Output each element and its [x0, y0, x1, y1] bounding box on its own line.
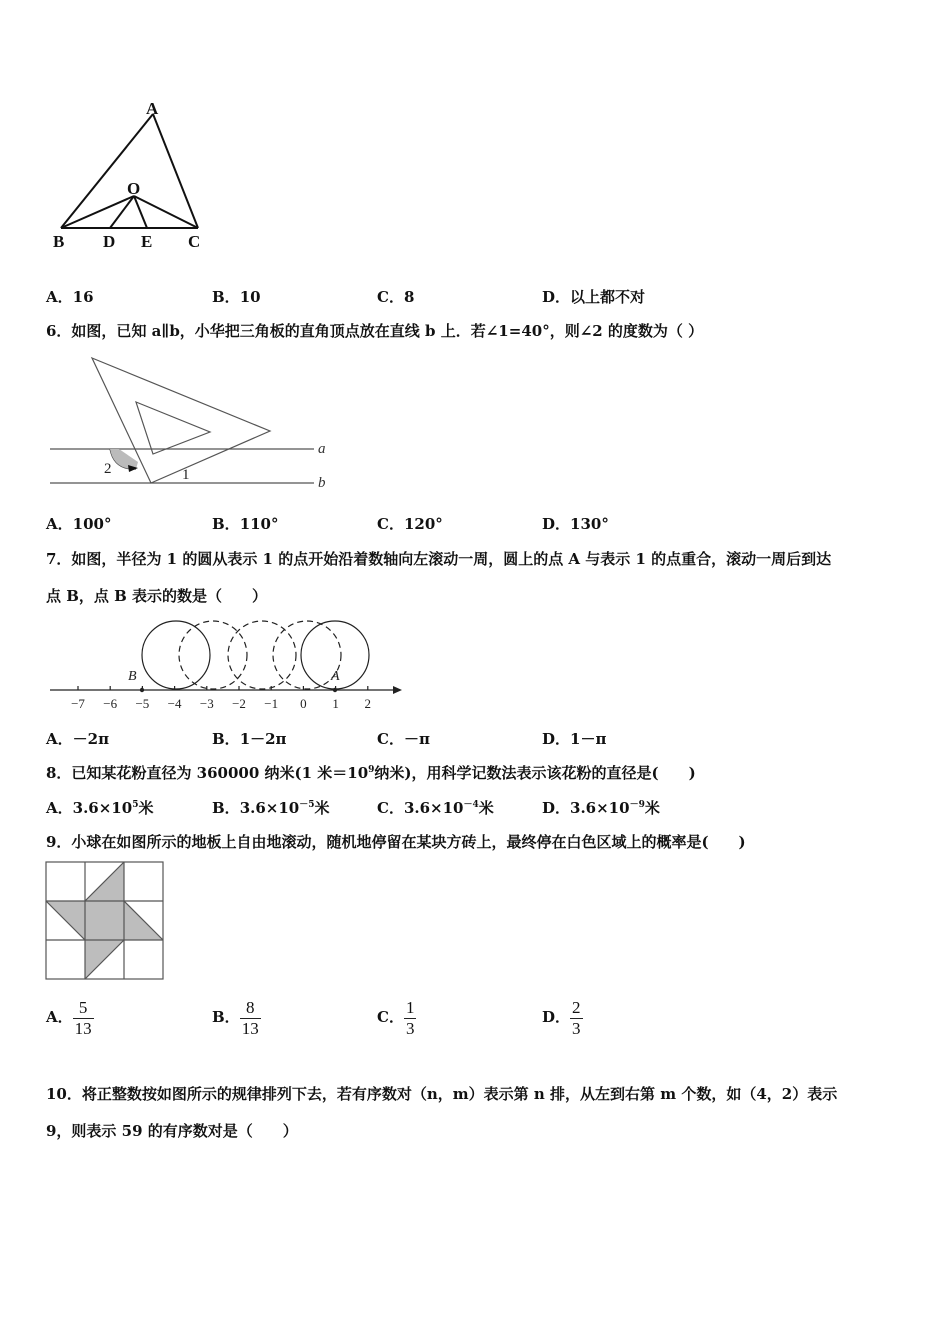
q7-label-b: B [128, 669, 137, 684]
q7-tick-label: −7 [71, 696, 85, 711]
q7-number-line-figure [46, 614, 406, 716]
q9-fraction-c: $\frac{1}{3}$ [405, 998, 415, 1038]
q5-label-c: C [188, 232, 201, 251]
q7-tick-label: −2 [232, 696, 246, 711]
q9-stem: 9．小球在如图所示的地板上自由地滚动，随机地停留在某块方砖上，最终停在白色区域上的概率是( ) [46, 833, 746, 851]
q9-option-a: A． $\frac{5}{13}$ [46, 998, 92, 1038]
q6-label-line-b: b [318, 475, 326, 490]
q6-set-square-figure [46, 352, 346, 490]
q6-label-line-a: a [318, 441, 326, 457]
q7-option-c: C．－π [377, 730, 430, 748]
q6-option-a: A．100° [46, 515, 112, 533]
q7-stem-line2: 点 B，点 B 表示的数是（ ） [46, 587, 268, 605]
q5-label-d: D [103, 232, 116, 251]
q9-option-d: D． $\frac{2}{3}$ [542, 998, 581, 1038]
q7-tick-label: −4 [167, 696, 182, 711]
q9-fraction-b: $\frac{8}{13}$ [241, 998, 259, 1038]
q8-stem: 8．已知某花粉直径为 360000 纳米(1 米$=10^9$纳米)，用科学记数法表示该花粉的直径是( ) [46, 764, 696, 782]
q7-option-d: D．1－π [542, 730, 607, 748]
q7-tick-label: −5 [135, 696, 150, 711]
q7-tick-label: −6 [103, 696, 118, 711]
q6-option-c: C．120° [377, 515, 443, 533]
q8-option-b: B．$3.6\times 10^{-5}$米 [212, 799, 330, 817]
q5-label-o: O [127, 179, 141, 198]
q5-option-b: B．10 [212, 288, 261, 306]
q8-option-a: A．$3.6\times 10^5$米 [46, 799, 154, 817]
q6-label-angle-1: 1 [182, 467, 190, 483]
q7-tick-label: −1 [264, 696, 279, 711]
q6-label-angle-2: 2 [104, 461, 112, 477]
q7-option-a: A．－2π [46, 730, 110, 748]
q5-option-d: D．以上都不对 [542, 288, 646, 306]
q5-label-e: E [141, 232, 153, 251]
q7-tick-label: 0 [300, 696, 307, 711]
q7-tick-label: 1 [332, 696, 339, 711]
q5-triangle-figure [48, 96, 218, 256]
q7-stem-line1: 7．如图，半径为 1 的圆从表示 1 的点开始沿着数轴向左滚动一周，圆上的点 A 与表示 1 的点重合，滚动一周后到达 [46, 550, 832, 568]
q10-stem-line2: 9，则表示 59 的有序数对是（ ） [46, 1122, 298, 1140]
q8-option-d: D．$3.6\times 10^{-9}$米 [542, 799, 660, 817]
q7-tick-label: 2 [364, 696, 372, 711]
q7-option-b: B．1－2π [212, 730, 287, 748]
q5-label-b: B [53, 232, 65, 251]
q10-stem-line1: 10．将正整数按如图所示的规律排列下去，若有序数对（n，m）表示第 n 排，从左到右第 m 个数，如（4，2）表示 [46, 1085, 838, 1103]
q9-floor-tile-figure [44, 860, 168, 982]
q9-option-b: B． $\frac{8}{13}$ [212, 998, 259, 1038]
q7-tick-label: −3 [199, 696, 214, 711]
q9-fraction-a: $\frac{5}{13}$ [74, 998, 92, 1038]
q6-stem: 6．如图，已知 a∥b，小华把三角板的直角顶点放在直线 b 上．若∠1=40°，则∠2 的度数为（ ） [46, 322, 704, 340]
q6-option-d: D．130° [542, 515, 609, 533]
q8-option-c: C．$3.6\times 10^{-4}$米 [377, 799, 494, 817]
q7-label-a: A [331, 669, 340, 684]
q5-label-a: A [146, 99, 159, 118]
q5-option-a: A．16 [46, 288, 94, 306]
q9-option-c: C． $\frac{1}{3}$ [377, 998, 415, 1038]
q5-option-c: C．8 [377, 288, 415, 306]
q9-fraction-d: $\frac{2}{3}$ [572, 998, 581, 1038]
q6-option-b: B．110° [212, 515, 279, 533]
